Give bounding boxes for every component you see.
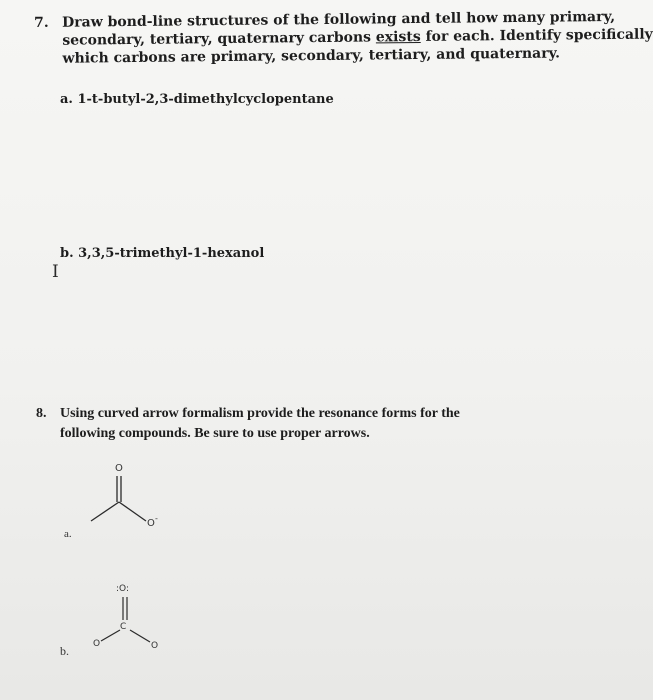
- bond-a-co-single: [119, 502, 146, 521]
- atom-a-right-oxygen: O: [147, 518, 155, 529]
- question-7-line-3: which carbons are primary, secondary, tertiary, and quaternary.: [62, 45, 561, 67]
- atom-b-carbon: C: [120, 622, 127, 632]
- question-7b: b. 3,3,5-trimethyl-1-hexanol: [60, 246, 265, 261]
- bond-b-right: [130, 630, 150, 642]
- atom-b-left-oxygen: O: [93, 639, 101, 649]
- question-8-line-1: Using curved arrow formalism provide the resonance forms for the: [60, 406, 460, 421]
- structure-a-label: a.: [64, 528, 72, 540]
- structure-b: [101, 597, 150, 642]
- text-cursor-icon: I: [52, 262, 59, 282]
- bond-b-left: [101, 630, 120, 641]
- question-7-line-1: Draw bond-line structures of the following and tell how many primary,: [62, 8, 616, 31]
- question-8-number: 8.: [36, 406, 47, 421]
- bond-a-methyl: [91, 502, 119, 521]
- question-7-number: 7.: [34, 14, 49, 31]
- structure-b-label: b.: [60, 644, 69, 658]
- question-7-line-2: secondary, tertiary, quaternary carbons exists for each. Identify specifically: [62, 26, 653, 49]
- question-8-line-2: following compounds. Be sure to use proper arrows.: [60, 426, 370, 441]
- underlined-word: exists: [375, 28, 421, 46]
- atom-b-top-oxygen: :O:: [116, 584, 129, 594]
- charge-a: -: [155, 514, 158, 523]
- structure-a: [91, 476, 146, 521]
- atom-b-right-oxygen: O: [151, 641, 159, 651]
- atom-a-top-oxygen: O: [115, 463, 123, 474]
- question-7a: a. 1-t-butyl-2,3-dimethylcyclopentane: [60, 92, 334, 107]
